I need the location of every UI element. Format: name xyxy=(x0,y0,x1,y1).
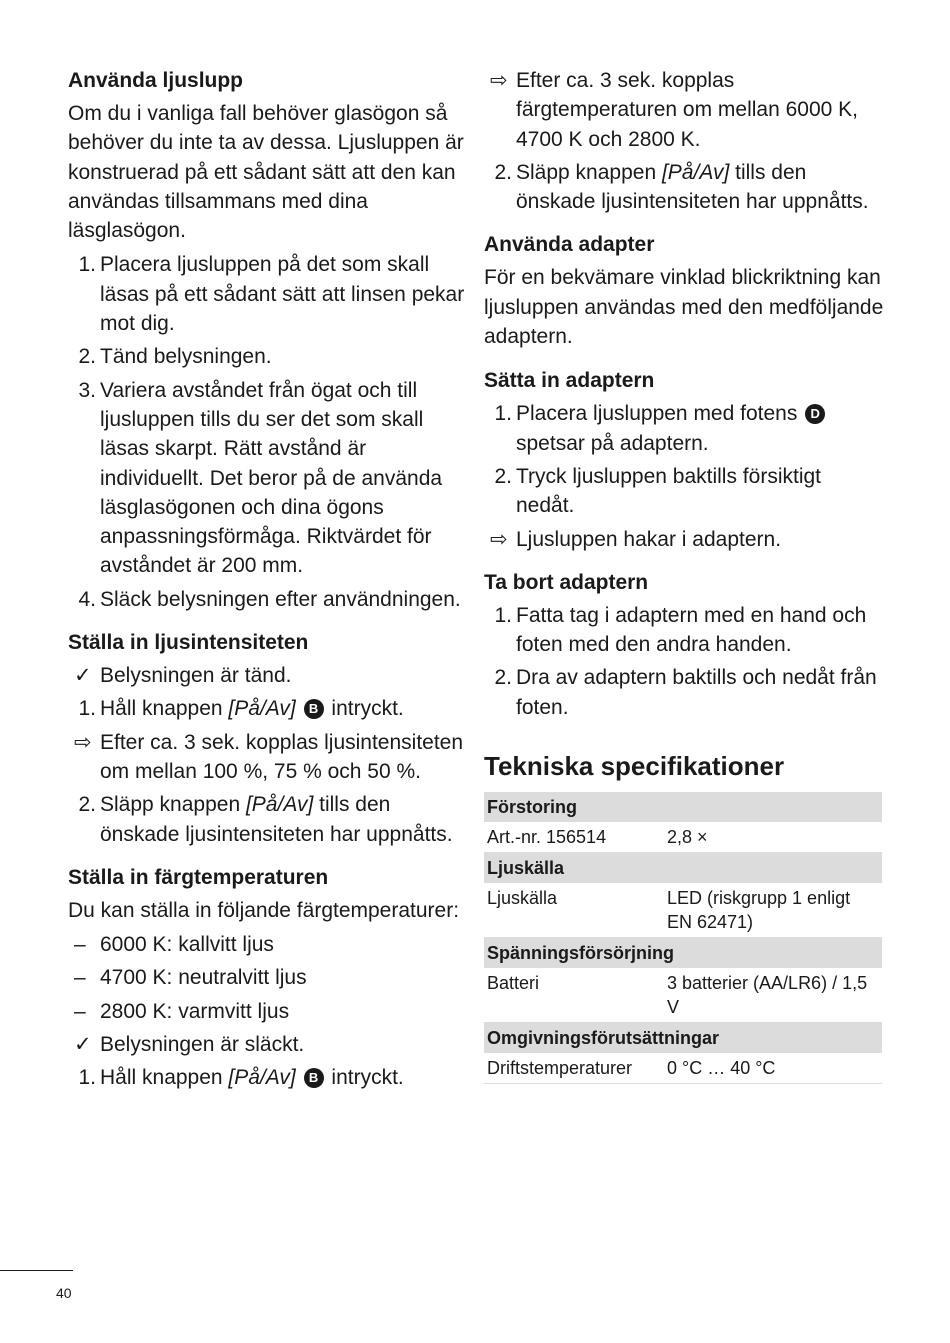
result-text: Efter ca. 3 sek. kopplas färgtemperaturen om mellan 6000 K, 4700 K och 2800 K. xyxy=(516,69,859,151)
step-number: 4. xyxy=(78,587,96,611)
step-number: 2. xyxy=(494,160,512,184)
callout-d-icon: D xyxy=(805,404,825,424)
list-item xyxy=(484,158,884,217)
check-icon: ✓ xyxy=(74,1033,92,1057)
table-row xyxy=(484,1053,882,1084)
section-heading: Ställa in ljusintensiteten xyxy=(68,631,309,655)
list-text: 2800 K: varmvitt ljus xyxy=(100,999,290,1023)
paragraph: Om du i vanliga fall behöver glasögon så behöver du inte ta av dessa. Ljusluppen är konstruerad på ett sådant sätt att den kan användas tillsammans med dina läsglasögon. xyxy=(68,102,464,243)
table-section-label: Omgivningsförutsättningar xyxy=(484,1023,882,1054)
button-label: [På/Av] xyxy=(245,793,314,817)
dash-bullet: – xyxy=(74,999,86,1023)
step-text: Håll knappen xyxy=(100,1066,229,1090)
dash-bullet: – xyxy=(74,966,86,990)
list-item xyxy=(484,663,884,722)
table-section-label: Förstoring xyxy=(484,792,882,822)
button-label: [På/Av] xyxy=(228,1066,296,1090)
table-section-label: Ljuskälla xyxy=(484,853,882,884)
dash-bullet: – xyxy=(74,933,86,957)
list-text: 6000 K: kallvitt ljus xyxy=(100,933,274,957)
precondition xyxy=(68,661,466,690)
result xyxy=(484,525,884,554)
step-text: Fatta tag i adaptern med en hand och foten med den andra handen. xyxy=(516,603,867,657)
page-number: 40 xyxy=(56,1285,72,1301)
list-text: 4700 K: neutralvitt ljus xyxy=(100,966,307,990)
result-text: Ljusluppen hakar i adaptern. xyxy=(516,527,782,551)
table-key: Ljuskälla xyxy=(484,883,664,938)
step-text: Släpp knappen xyxy=(516,160,662,184)
step-text: Placera ljusluppen med fotens xyxy=(516,402,804,426)
list-item xyxy=(484,399,884,458)
table-section-row xyxy=(484,792,882,822)
step-number: 1. xyxy=(78,697,96,721)
step-text: tills den önskade ljusintensiteten har uppnåtts. xyxy=(516,160,869,214)
left-column xyxy=(68,66,466,1097)
arrow-right-icon: ⇨ xyxy=(490,527,508,551)
step-text: Dra av adaptern baktills och nedåt från foten. xyxy=(516,666,877,719)
table-section-row xyxy=(484,1023,882,1054)
step-text: Släpp knappen xyxy=(100,793,246,817)
section-heading: Sätta in adaptern xyxy=(484,369,655,393)
step-number: 2. xyxy=(78,793,96,817)
list-item xyxy=(68,585,466,614)
step-number: 1. xyxy=(78,253,96,277)
arrow-right-icon: ⇨ xyxy=(490,69,508,92)
table-value: 2,8 × xyxy=(664,822,882,853)
step-text: Tryck ljusluppen baktills försiktigt nedåt. xyxy=(516,464,821,518)
step-text: Variera avståndet från ögat och till ljusluppen tills du ser det som skall läsas skarpt. Rätt avstånd är individuellt. Det beror på de använda läsglasögonen och dina ögons anpassningsförmåga. Riktvärdet för avståndet är 200 mm. xyxy=(100,378,443,578)
step-text: spetsar på adaptern. xyxy=(516,431,709,455)
list-item xyxy=(484,462,884,521)
section-heading: Använda adapter xyxy=(484,233,655,257)
table-row xyxy=(484,968,882,1023)
step-text: intryckt. xyxy=(325,1066,404,1090)
paragraph: För en bekvämare vinklad blickriktning kan ljusluppen användas med den medföljande adaptern. xyxy=(484,266,884,349)
right-column xyxy=(484,66,884,1084)
list-item xyxy=(68,250,466,338)
list-item xyxy=(484,601,884,660)
table-row xyxy=(484,822,882,853)
precondition-text: Belysningen är släckt. xyxy=(100,1033,305,1057)
callout-b-icon: B xyxy=(304,699,324,719)
step-number: 3. xyxy=(78,378,96,402)
table-section-row xyxy=(484,853,882,884)
step-number: 1. xyxy=(78,1066,96,1090)
precondition-text: Belysningen är tänd. xyxy=(100,664,292,688)
step-number: 1. xyxy=(494,603,512,627)
table-value: LED (riskgrupp 1 enligt EN 62471) xyxy=(664,883,882,938)
button-label: [På/Av] xyxy=(228,697,296,721)
step-text: tills den önskade ljusintensiteten har uppnåtts. xyxy=(100,793,453,846)
step-number: 2. xyxy=(494,464,512,488)
table-key: Art.-nr. 156514 xyxy=(484,822,664,853)
list-item xyxy=(68,376,466,581)
table-section-label: Spänningsförsörjning xyxy=(484,938,882,969)
spec-heading: Tekniska specifikationer xyxy=(484,751,785,782)
list-item xyxy=(68,1063,466,1092)
list-item xyxy=(68,342,466,371)
section-heading: Ta bort adaptern xyxy=(484,570,649,594)
arrow-right-icon: ⇨ xyxy=(74,730,92,754)
step-number: 2. xyxy=(78,345,96,369)
result-text: Efter ca. 3 sek. kopplas ljusintensiteten om mellan 100 %, 75 % och 50 %. xyxy=(100,730,464,783)
list-item xyxy=(68,930,466,959)
table-section-row xyxy=(484,938,882,969)
spec-table xyxy=(484,792,882,1084)
section-heading: Använda ljuslupp xyxy=(68,69,244,92)
precondition xyxy=(68,1030,466,1059)
step-text: Placera ljusluppen på det som skall läsas på ett sådant sätt att linsen pekar mot dig. xyxy=(100,253,465,336)
button-label: [På/Av] xyxy=(661,160,730,184)
list-item xyxy=(68,694,466,723)
result xyxy=(68,728,466,787)
step-text: Släck belysningen efter användningen. xyxy=(100,587,461,611)
step-text: Tänd belysningen. xyxy=(100,345,272,369)
section-heading: Ställa in färgtemperaturen xyxy=(68,865,329,889)
list-item xyxy=(68,963,466,992)
list-item xyxy=(68,790,466,849)
step-number: 2. xyxy=(494,666,512,690)
table-key: Batteri xyxy=(484,968,664,1023)
list-item xyxy=(68,997,466,1026)
step-text: Håll knappen xyxy=(100,697,229,721)
callout-b-icon: B xyxy=(304,1068,324,1088)
table-row xyxy=(484,883,882,938)
result xyxy=(484,66,884,154)
table-value: 3 batterier (AA/LR6) / 1,5 V xyxy=(664,968,882,1023)
footer-rule xyxy=(0,1270,73,1271)
table-value: 0 °C … 40 °C xyxy=(664,1053,882,1084)
step-number: 1. xyxy=(494,402,512,426)
paragraph: Du kan ställa in följande färgtemperaturer: xyxy=(68,898,460,922)
step-text: intryckt. xyxy=(325,697,404,721)
table-key: Driftstemperaturer xyxy=(484,1053,664,1084)
check-icon: ✓ xyxy=(74,664,92,688)
